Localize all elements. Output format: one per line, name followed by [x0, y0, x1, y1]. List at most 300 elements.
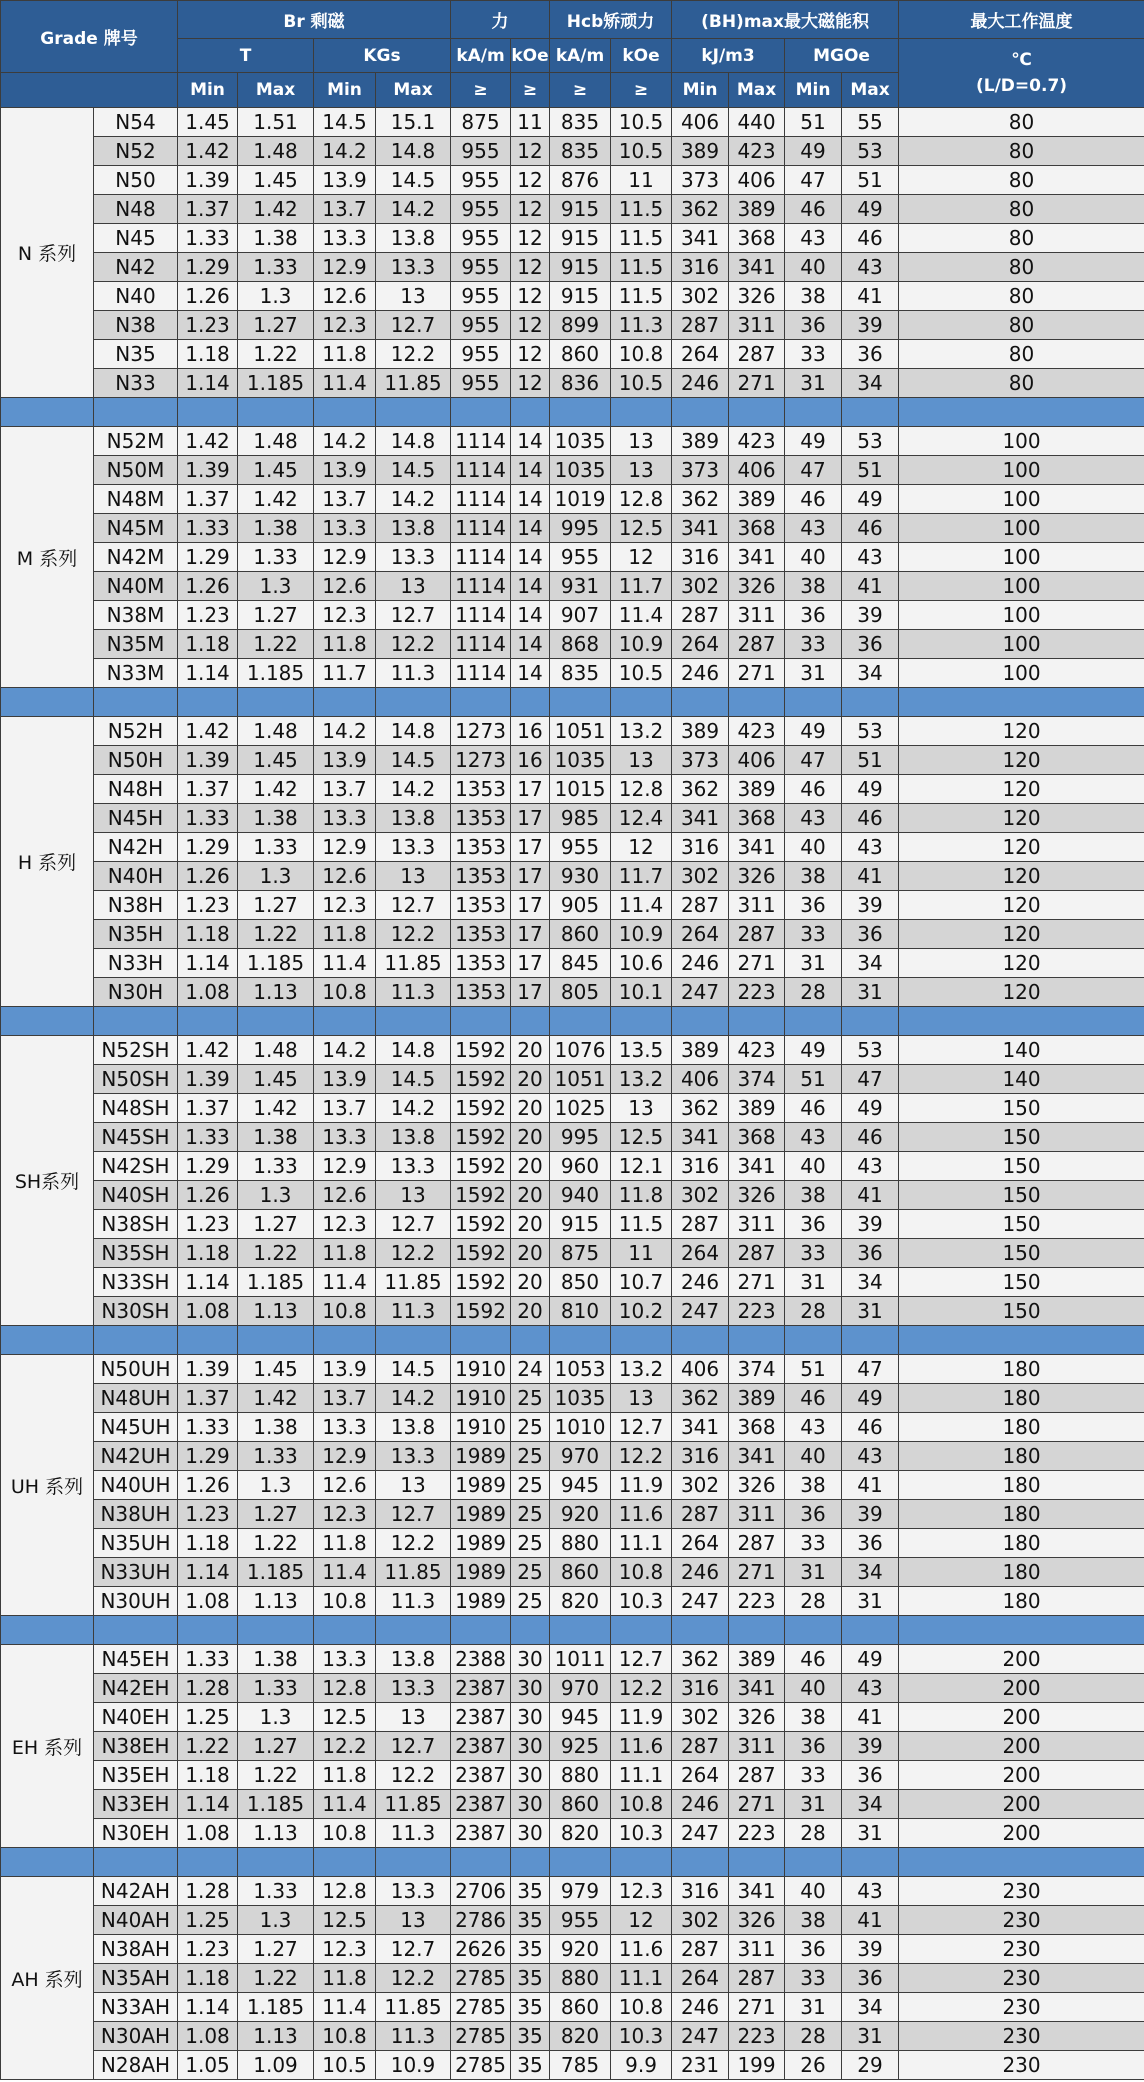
- value-cell: 25: [511, 1587, 550, 1616]
- value-cell: 1.18: [178, 1761, 238, 1790]
- divider-cell: [94, 1848, 178, 1877]
- value-cell: 13.8: [376, 224, 451, 253]
- table-row: [1, 833, 1144, 862]
- divider-cell: [314, 1326, 376, 1355]
- value-cell: 12: [511, 311, 550, 340]
- value-cell: 150: [899, 1210, 1144, 1239]
- value-cell: 223: [729, 1819, 785, 1848]
- value-cell: 10.5: [611, 137, 672, 166]
- value-cell: 860: [550, 340, 611, 369]
- value-cell: 223: [729, 2022, 785, 2051]
- value-cell: 1.33: [178, 804, 238, 833]
- value-cell: 10.9: [611, 630, 672, 659]
- value-cell: 40: [785, 1442, 842, 1471]
- value-cell: 11.4: [314, 1558, 376, 1587]
- value-cell: 1114: [451, 543, 511, 572]
- value-cell: 38: [785, 1703, 842, 1732]
- grade-cell: N42: [94, 253, 178, 282]
- value-cell: 311: [729, 891, 785, 920]
- value-cell: 14.2: [314, 137, 376, 166]
- value-cell: 230: [899, 2051, 1144, 2080]
- value-cell: 920: [550, 1935, 611, 1964]
- value-cell: 13.3: [314, 224, 376, 253]
- value-cell: 389: [729, 775, 785, 804]
- value-cell: 1.27: [238, 601, 314, 630]
- value-cell: 1.42: [178, 1036, 238, 1065]
- value-cell: 31: [785, 369, 842, 398]
- value-cell: 180: [899, 1355, 1144, 1384]
- value-cell: 271: [729, 1558, 785, 1587]
- table-row: [1, 1529, 1144, 1558]
- value-cell: 49: [785, 1036, 842, 1065]
- value-cell: 12.2: [314, 1732, 376, 1761]
- value-cell: 11.4: [314, 949, 376, 978]
- value-cell: 180: [899, 1529, 1144, 1558]
- value-cell: 39: [842, 1732, 899, 1761]
- value-cell: 1.08: [178, 2022, 238, 2051]
- value-cell: 12.8: [314, 1877, 376, 1906]
- value-cell: 835: [550, 659, 611, 688]
- value-cell: 13.3: [314, 1123, 376, 1152]
- value-cell: 25: [511, 1558, 550, 1587]
- sub-header: Max: [238, 73, 314, 108]
- value-cell: 850: [550, 1268, 611, 1297]
- value-cell: 46: [785, 1094, 842, 1123]
- value-cell: 1.3: [238, 1471, 314, 1500]
- value-cell: 1.14: [178, 659, 238, 688]
- value-cell: 12.2: [376, 920, 451, 949]
- value-cell: 20: [511, 1065, 550, 1094]
- value-cell: 46: [785, 775, 842, 804]
- value-cell: 30: [511, 1645, 550, 1674]
- sub-header: Min: [672, 73, 729, 108]
- value-cell: 1025: [550, 1094, 611, 1123]
- value-cell: 1035: [550, 427, 611, 456]
- value-cell: 373: [672, 166, 729, 195]
- series-label: UH 系列: [1, 1355, 94, 1616]
- value-cell: 940: [550, 1181, 611, 1210]
- value-cell: 264: [672, 1761, 729, 1790]
- table-row: [1, 1065, 1144, 1094]
- value-cell: 1.42: [238, 775, 314, 804]
- value-cell: 389: [729, 195, 785, 224]
- table-row: [1, 166, 1144, 195]
- value-cell: 10.5: [611, 108, 672, 137]
- table-row: [1, 1210, 1144, 1239]
- grade-cell: N48: [94, 195, 178, 224]
- divider-cell: [550, 1616, 611, 1645]
- table-row: [1, 891, 1144, 920]
- value-cell: 1.48: [238, 717, 314, 746]
- divider-cell: [785, 1848, 842, 1877]
- value-cell: 1035: [550, 1384, 611, 1413]
- value-cell: 10.3: [611, 2022, 672, 2051]
- value-cell: 246: [672, 1790, 729, 1819]
- value-cell: 1.18: [178, 1964, 238, 1993]
- value-cell: 955: [451, 369, 511, 398]
- value-cell: 247: [672, 1819, 729, 1848]
- grade-cell: N40: [94, 282, 178, 311]
- value-cell: 12.3: [314, 1500, 376, 1529]
- value-cell: 25: [511, 1500, 550, 1529]
- value-cell: 1.3: [238, 862, 314, 891]
- temp-unit-header: [899, 39, 1144, 108]
- value-cell: 10.5: [314, 2051, 376, 2080]
- value-cell: 302: [672, 282, 729, 311]
- sub-header: ≥: [611, 73, 672, 108]
- value-cell: 1.13: [238, 978, 314, 1007]
- value-cell: 1.3: [238, 572, 314, 601]
- divider-cell: [511, 688, 550, 717]
- grade-cell: N38SH: [94, 1210, 178, 1239]
- grade-cell: N30H: [94, 978, 178, 1007]
- value-cell: 368: [729, 804, 785, 833]
- value-cell: 49: [842, 485, 899, 514]
- grade-cell: N50SH: [94, 1065, 178, 1094]
- value-cell: 287: [672, 311, 729, 340]
- value-cell: 12.9: [314, 1152, 376, 1181]
- sub-header: ≥: [511, 73, 550, 108]
- value-cell: 1.38: [238, 1645, 314, 1674]
- grade-cell: N33UH: [94, 1558, 178, 1587]
- table-row: [1, 862, 1144, 891]
- value-cell: 13: [376, 282, 451, 311]
- value-cell: 11.3: [376, 2022, 451, 2051]
- value-cell: 406: [729, 166, 785, 195]
- value-cell: 11.4: [314, 1790, 376, 1819]
- grade-cell: N30EH: [94, 1819, 178, 1848]
- value-cell: 13.8: [376, 514, 451, 543]
- value-cell: 11.3: [376, 978, 451, 1007]
- value-cell: 785: [550, 2051, 611, 2080]
- value-cell: 1.33: [238, 543, 314, 572]
- divider-cell: [611, 1326, 672, 1355]
- value-cell: 389: [672, 1036, 729, 1065]
- value-cell: 13: [611, 456, 672, 485]
- value-cell: 11.8: [314, 1239, 376, 1268]
- divider-cell: [238, 1848, 314, 1877]
- value-cell: 860: [550, 1558, 611, 1587]
- value-cell: 80: [899, 224, 1144, 253]
- value-cell: 14: [511, 514, 550, 543]
- divider-cell: [178, 688, 238, 717]
- value-cell: 12.3: [314, 1935, 376, 1964]
- value-cell: 14.8: [376, 717, 451, 746]
- value-cell: 1.26: [178, 282, 238, 311]
- series-label: H 系列: [1, 717, 94, 1007]
- table-row: [1, 920, 1144, 949]
- value-cell: 810: [550, 1297, 611, 1326]
- value-cell: 14: [511, 630, 550, 659]
- grade-cell: N38UH: [94, 1500, 178, 1529]
- table-row: [1, 1123, 1144, 1152]
- divider-cell: [94, 1007, 178, 1036]
- value-cell: 11.4: [314, 369, 376, 398]
- value-cell: 1.185: [238, 369, 314, 398]
- value-cell: 945: [550, 1703, 611, 1732]
- value-cell: 995: [550, 514, 611, 543]
- divider-cell: [314, 398, 376, 427]
- divider-cell: [785, 1007, 842, 1036]
- value-cell: 13: [376, 1906, 451, 1935]
- value-cell: 341: [729, 1442, 785, 1471]
- grade-cell: N38EH: [94, 1732, 178, 1761]
- value-cell: 39: [842, 1935, 899, 1964]
- value-cell: 13.7: [314, 775, 376, 804]
- value-cell: 1592: [451, 1123, 511, 1152]
- value-cell: 36: [842, 1761, 899, 1790]
- value-cell: 1.08: [178, 1297, 238, 1326]
- grade-cell: N30SH: [94, 1297, 178, 1326]
- value-cell: 1273: [451, 746, 511, 775]
- value-cell: 39: [842, 1210, 899, 1239]
- value-cell: 49: [842, 1384, 899, 1413]
- grade-cell: N48UH: [94, 1384, 178, 1413]
- unit-header: kA/m: [451, 39, 511, 73]
- value-cell: 13.3: [376, 543, 451, 572]
- table-row: [1, 630, 1144, 659]
- value-cell: 2387: [451, 1819, 511, 1848]
- value-cell: 1.08: [178, 1819, 238, 1848]
- value-cell: 316: [672, 833, 729, 862]
- value-cell: 1.37: [178, 1094, 238, 1123]
- value-cell: 14.2: [314, 427, 376, 456]
- value-cell: 287: [672, 1210, 729, 1239]
- divider-cell: [376, 1326, 451, 1355]
- value-cell: 28: [785, 978, 842, 1007]
- grade-cell: N52: [94, 137, 178, 166]
- value-cell: 25: [511, 1413, 550, 1442]
- value-cell: 271: [729, 659, 785, 688]
- value-cell: 1.18: [178, 1239, 238, 1268]
- value-cell: 271: [729, 949, 785, 978]
- table-body: [1, 108, 1144, 2080]
- value-cell: 10.8: [314, 1297, 376, 1326]
- value-cell: 199: [729, 2051, 785, 2080]
- value-cell: 41: [842, 1471, 899, 1500]
- value-cell: 1.13: [238, 1819, 314, 1848]
- value-cell: 30: [511, 1703, 550, 1732]
- value-cell: 13.7: [314, 195, 376, 224]
- value-cell: 80: [899, 253, 1144, 282]
- series-label: N 系列: [1, 108, 94, 398]
- table-row: [1, 1384, 1144, 1413]
- value-cell: 1.39: [178, 456, 238, 485]
- value-cell: 140: [899, 1036, 1144, 1065]
- value-cell: 11.8: [314, 920, 376, 949]
- value-cell: 12.8: [611, 485, 672, 514]
- value-cell: 264: [672, 920, 729, 949]
- value-cell: 40: [785, 1674, 842, 1703]
- value-cell: 11.7: [611, 862, 672, 891]
- value-cell: 13: [611, 427, 672, 456]
- value-cell: 29: [842, 2051, 899, 2080]
- value-cell: 246: [672, 369, 729, 398]
- value-cell: 271: [729, 1268, 785, 1297]
- value-cell: 35: [511, 1877, 550, 1906]
- value-cell: 51: [785, 108, 842, 137]
- divider-cell: [729, 1616, 785, 1645]
- value-cell: 46: [842, 224, 899, 253]
- table-row: [1, 1442, 1144, 1471]
- value-cell: 11: [511, 108, 550, 137]
- value-cell: 1.18: [178, 340, 238, 369]
- value-cell: 341: [729, 253, 785, 282]
- grade-cell: N28AH: [94, 2051, 178, 2080]
- divider-cell: [314, 688, 376, 717]
- table-row: [1, 1239, 1144, 1268]
- series-label: EH 系列: [1, 1645, 94, 1848]
- divider-cell: [611, 398, 672, 427]
- value-cell: 287: [729, 1964, 785, 1993]
- sub-header: Max: [842, 73, 899, 108]
- value-cell: 12.3: [314, 891, 376, 920]
- table-row: [1, 1558, 1144, 1587]
- value-cell: 80: [899, 108, 1144, 137]
- value-cell: 1.42: [178, 137, 238, 166]
- table-row: [1, 224, 1144, 253]
- divider-cell: [842, 1007, 899, 1036]
- value-cell: 150: [899, 1094, 1144, 1123]
- value-cell: 14.5: [376, 456, 451, 485]
- value-cell: 80: [899, 195, 1144, 224]
- divider-cell: [729, 688, 785, 717]
- value-cell: 836: [550, 369, 611, 398]
- table-row: [1, 1964, 1144, 1993]
- value-cell: 120: [899, 775, 1144, 804]
- value-cell: 311: [729, 1935, 785, 1964]
- value-cell: 47: [842, 1355, 899, 1384]
- value-cell: 35: [511, 2022, 550, 2051]
- value-cell: 2626: [451, 1935, 511, 1964]
- value-cell: 860: [550, 1790, 611, 1819]
- sub-header: Max: [729, 73, 785, 108]
- value-cell: 2785: [451, 2051, 511, 2080]
- value-cell: 1592: [451, 1239, 511, 1268]
- value-cell: 1.33: [238, 833, 314, 862]
- value-cell: 955: [451, 137, 511, 166]
- value-cell: 1.13: [238, 1587, 314, 1616]
- value-cell: 10.6: [611, 949, 672, 978]
- value-cell: 12.6: [314, 1181, 376, 1210]
- divider-cell: [550, 688, 611, 717]
- value-cell: 2387: [451, 1703, 511, 1732]
- value-cell: 49: [842, 775, 899, 804]
- grade-cell: N45H: [94, 804, 178, 833]
- value-cell: 150: [899, 1152, 1144, 1181]
- value-cell: 180: [899, 1413, 1144, 1442]
- table-row: [1, 1471, 1144, 1500]
- divider-cell: [550, 1848, 611, 1877]
- divider-cell: [842, 1616, 899, 1645]
- divider-cell: [178, 1007, 238, 1036]
- value-cell: 33: [785, 1529, 842, 1558]
- value-cell: 33: [785, 920, 842, 949]
- table-row: [1, 1877, 1144, 1906]
- value-cell: 10.9: [376, 2051, 451, 2080]
- value-cell: 38: [785, 572, 842, 601]
- value-cell: 38: [785, 1471, 842, 1500]
- value-cell: 43: [785, 224, 842, 253]
- value-cell: 12.7: [376, 1210, 451, 1239]
- series-divider: [1, 1326, 1144, 1355]
- table-row: [1, 282, 1144, 311]
- value-cell: 36: [785, 601, 842, 630]
- value-cell: 40: [785, 1877, 842, 1906]
- value-cell: 10.8: [314, 2022, 376, 2051]
- value-cell: 28: [785, 1819, 842, 1848]
- value-cell: 2785: [451, 1993, 511, 2022]
- value-cell: 316: [672, 253, 729, 282]
- value-cell: 43: [842, 543, 899, 572]
- table-row: [1, 1761, 1144, 1790]
- value-cell: 316: [672, 543, 729, 572]
- value-cell: 406: [672, 1355, 729, 1384]
- value-cell: 1035: [550, 456, 611, 485]
- value-cell: 230: [899, 2022, 1144, 2051]
- value-cell: 1.185: [238, 659, 314, 688]
- divider-cell: [611, 1848, 672, 1877]
- value-cell: 13.3: [376, 1152, 451, 1181]
- value-cell: 17: [511, 891, 550, 920]
- value-cell: 20: [511, 1036, 550, 1065]
- value-cell: 1.23: [178, 311, 238, 340]
- value-cell: 11.3: [376, 1587, 451, 1616]
- value-cell: 17: [511, 862, 550, 891]
- value-cell: 264: [672, 1529, 729, 1558]
- table-row: [1, 746, 1144, 775]
- value-cell: 13.7: [314, 1094, 376, 1123]
- value-cell: 246: [672, 1268, 729, 1297]
- value-cell: 12.2: [611, 1674, 672, 1703]
- series-label: AH 系列: [1, 1877, 94, 2080]
- value-cell: 13.3: [376, 1674, 451, 1703]
- value-cell: 13.3: [376, 1877, 451, 1906]
- value-cell: 1114: [451, 427, 511, 456]
- value-cell: 31: [842, 1819, 899, 1848]
- value-cell: 905: [550, 891, 611, 920]
- value-cell: 287: [729, 920, 785, 949]
- grade-cell: N38AH: [94, 1935, 178, 1964]
- value-cell: 915: [550, 224, 611, 253]
- value-cell: 38: [785, 1906, 842, 1935]
- value-cell: 12: [511, 224, 550, 253]
- value-cell: 11.5: [611, 224, 672, 253]
- value-cell: 1.22: [238, 1529, 314, 1558]
- value-cell: 11.1: [611, 1964, 672, 1993]
- value-cell: 36: [842, 920, 899, 949]
- grade-cell: N33M: [94, 659, 178, 688]
- value-cell: 34: [842, 1268, 899, 1297]
- value-cell: 1910: [451, 1384, 511, 1413]
- table-row: [1, 717, 1144, 746]
- value-cell: 12.7: [376, 601, 451, 630]
- value-cell: 247: [672, 978, 729, 1007]
- table-row: [1, 340, 1144, 369]
- value-cell: 1010: [550, 1413, 611, 1442]
- value-cell: 46: [785, 1645, 842, 1674]
- series-label: SH系列: [1, 1036, 94, 1326]
- grade-cell: N48SH: [94, 1094, 178, 1123]
- value-cell: 1114: [451, 456, 511, 485]
- grade-cell: N35UH: [94, 1529, 178, 1558]
- value-cell: 11.4: [314, 1268, 376, 1297]
- value-cell: 150: [899, 1123, 1144, 1152]
- divider-cell: [451, 1326, 511, 1355]
- value-cell: 1.3: [238, 1703, 314, 1732]
- value-cell: 36: [842, 1239, 899, 1268]
- value-cell: 51: [785, 1065, 842, 1094]
